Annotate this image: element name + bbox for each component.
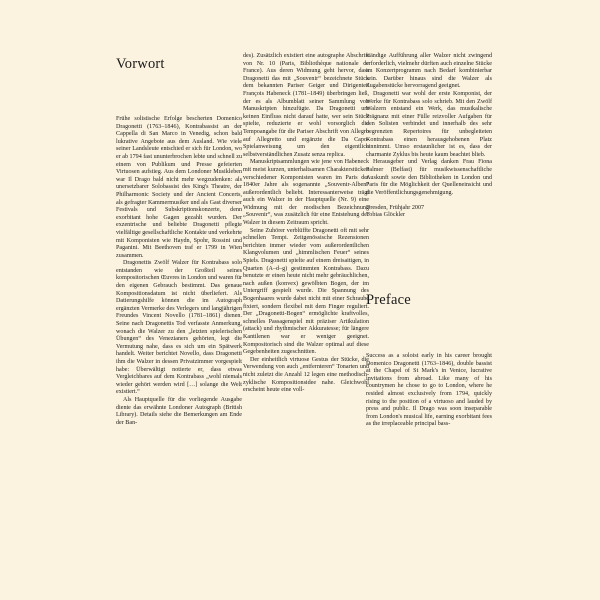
vorwort-paragraph: Als Hauptquelle für die vorliegende Ausgabe diente das erwähnte Londoner Autograph (British Library). Details siehe die Bemerkungen am Ende der Ban- [116,396,242,426]
vorwort-paragraph: Frühe solistische Erfolge bescherten Domenico Dragonetti (1763–1846), Kontrabassist an der Cappella di San Marco in Venedig, schon bald lukrative Angebote aus dem Ausland. Wie viele seiner Landsleute entschied er sich für London, wo er ab 1794 fast ununterbrochen lebte und schnell zu einem von Publikum und Presse gefeierten Virtuosen aufstieg. Aus dem Londoner Musikleben war Il Drago bald nicht mehr wegzudenken: als unersetzbarer Solobassist des King's Theatre, der Philharmonic Society und der Ancient Concerts, als gefragter Kammermusiker und als Gast diverser Festivals und Subskriptionskonzerte, denn exorbitant hohe Gagen gezahlt wurden. Der exzentrische und beliebte Dragonetti pflegte vielfältige gesellschaftliche Kontakte und verkehrte mit Komponisten wie Haydn, Spohr, Rossini und Paganini. Mit Beethoven traf er 1799 in Wien zusammen. [116,116,242,259]
vorwort-paragraph: Manuskriptsammlungen wie jene von Habeneck mit meist kurzen, unterhaltsamen Charakterstücken verschiedener Komponisten waren im Paris der 1840er Jahre als sogenannte „Souvenir-Alben“ außerordentlich beliebt. Interessanterweise trägt auch ein Walzer in der Hauptquelle (Nr. 9) eine Widmung mit der modischen Bezeichnung „Souvenir“, was zusätzlich für eine Entstehung der Walzer in diesem Zeitraum spricht. [243,159,369,227]
vorwort-column-3 [366,53,492,220]
vorwort-paragraph: Der einheitlich virtuose Gestus der Stücke, die Verwendung von auch „entfernteren“ Tonarten und nicht zuletzt die Anzahl 12 legen eine methodisch-zyklische Kompositionsidee nahe. Gleichwohl erscheint heute eine voll- [243,356,369,394]
vorwort-paragraph: Dragonettis Zwölf Walzer für Kontrabass solo entstanden wie der Großteil seines kompositorischen Œuvres in London und waren für den eigenen Gebrauch bestimmt. Das genaue Kompositionsdatum ist nicht überliefert. Als Datierungshilfe können die im Autograph ergänzten Vermerke des Verlegers und langjährigen Freundes Vincent Novello (1781–1861) dienen. Seine nach Dragonettis Tod verfasste Anmerkung, wonach die Walzer zu den „letzten spielerischen Übungen“ des Venezianers gehörten, legt die Vermutung nahe, dass es sich um ein Spätwerk handelt. Weiter berichtet Novello, dass Dragonetti ihm die Walzer in dessen Privatzimmer vorgespielt habe: Überwältigt notierte er, dass etwas Vergleichbares auf dem Kontrabass „wohl niemals wieder gehört werden wird […] solange die Welt existiert.“ [116,260,242,396]
preface-paragraph: Success as a soloist early in his career brought Domenico Dragonetti (1763–1846), double bassist at the Chapel of St Mark's in Venice, lucrative invitations from abroad. Like many of his countrymen he chose to go to London, where he resided almost exclusively from 1794, quickly rising to the position of a virtuoso and lauded by press and public. Il Drago was soon inseparable from London's musical life, earning exorbitant fees as the irreplaceable principal bass- [366,353,492,428]
vorwort-paragraph: Dragonetti war wohl der erste Komponist, der Werke für Kontrabass solo schrieb. Mit den Zwölf Walzern entstand ein Werk, das musikalische Prägnanz mit einer Fülle reizvoller Aufgaben für den Solisten verbindet und innerhalb des sehr begrenzten Repertoires für unbegleiteten Kontrabass einen herausgehobenen Platz einnimmt. Umso erstaunlicher ist es, dass der charmante Zyklus bis heute kaum beachtet blieb. [366,90,492,158]
preface-heading: Preface [366,292,411,308]
vorwort-paragraph: Seine Zuhörer verblüffte Dragonetti oft mit sehr schnellen Tempi. Zeitgenössische Rezensionen berichten immer wieder vom außerordentlichen Klangvolumen und „himmlischen Feuer“ seines Spiels. Dragonetti spielte auf einem dreisaitigen, in Quarten (A–d–g) gestimmten Kontrabass. Dazu benutzte er einen heute nicht mehr gebräuchlichen, nach außen (konvex) gewölbten Bogen, der im Untergriff gespielt wurde. Die Spannung des Bogenhaares wurde dabei nicht mit einer Schraube fixiert, sondern flexibel mit dem Finger reguliert. Der „Dragonetti-Bogen“ ermöglichte kraftvolles, schnelles Passagenspiel mit präziser Artikulation (attack) und rhythmischer Akkuratesse; für längere Kantilenen war er weniger geeignet. Kompositorisch sind die Walzer optimal auf diese Gegebenheiten zugeschnitten. [243,227,369,356]
signature-place: Dresden, Frühjahr 2007 [366,204,425,211]
vorwort-heading: Vorwort [116,56,165,72]
vorwort-paragraph: Herausgeber und Verlag danken Frau Fiona Palmer (Belfast) für musikwissenschaftliche Auskunft sowie den Bibliotheken in London und Paris für die Möglichkeit der Quelleneinsicht und die Veröffentlichungsgenehmigung. [366,159,492,196]
vorwort-column-1 [116,116,242,427]
preface-column [366,353,492,429]
vorwort-column-2 [243,53,369,395]
signature-name: Tobias Glöckler [366,212,406,219]
vorwort-paragraph: ständige Aufführung aller Walzer nicht zwingend erforderlich, vielmehr dürften auch einzelne Stücke im Konzertprogramm nach Bedarf kombinierbar sein. Darüber hinaus sind die Walzer als Zugabenstücke hervorragend geeignet. [366,53,492,90]
vorwort-paragraph: des). Zusätzlich existiert eine autographe Abschrift von Nr. 10 (Paris, Bibliothèque nationale de France). Aus deren Widmung geht hervor, dass Dragonetti das mit „Souvenir“ bezeichnete Stück dem bekannten Pariser Geiger und Dirigenten François Habeneck (1781–1849) überbringen ließ, der es als Albumblatt seiner Sammlung von Manuskripten hinzufügte. Da Dragonetti um keinen Einfluss nicht darauf hatte, wer sein Stück spielte, reduzierte er wohl vorsorglich die Tempoangabe für die Pariser Abschrift von Allegro auf Allegretto und ergänzte die Da Capo-Spielanweisung um den eigentlich selbstverständlichen Zusatz senza replica. [243,53,369,158]
